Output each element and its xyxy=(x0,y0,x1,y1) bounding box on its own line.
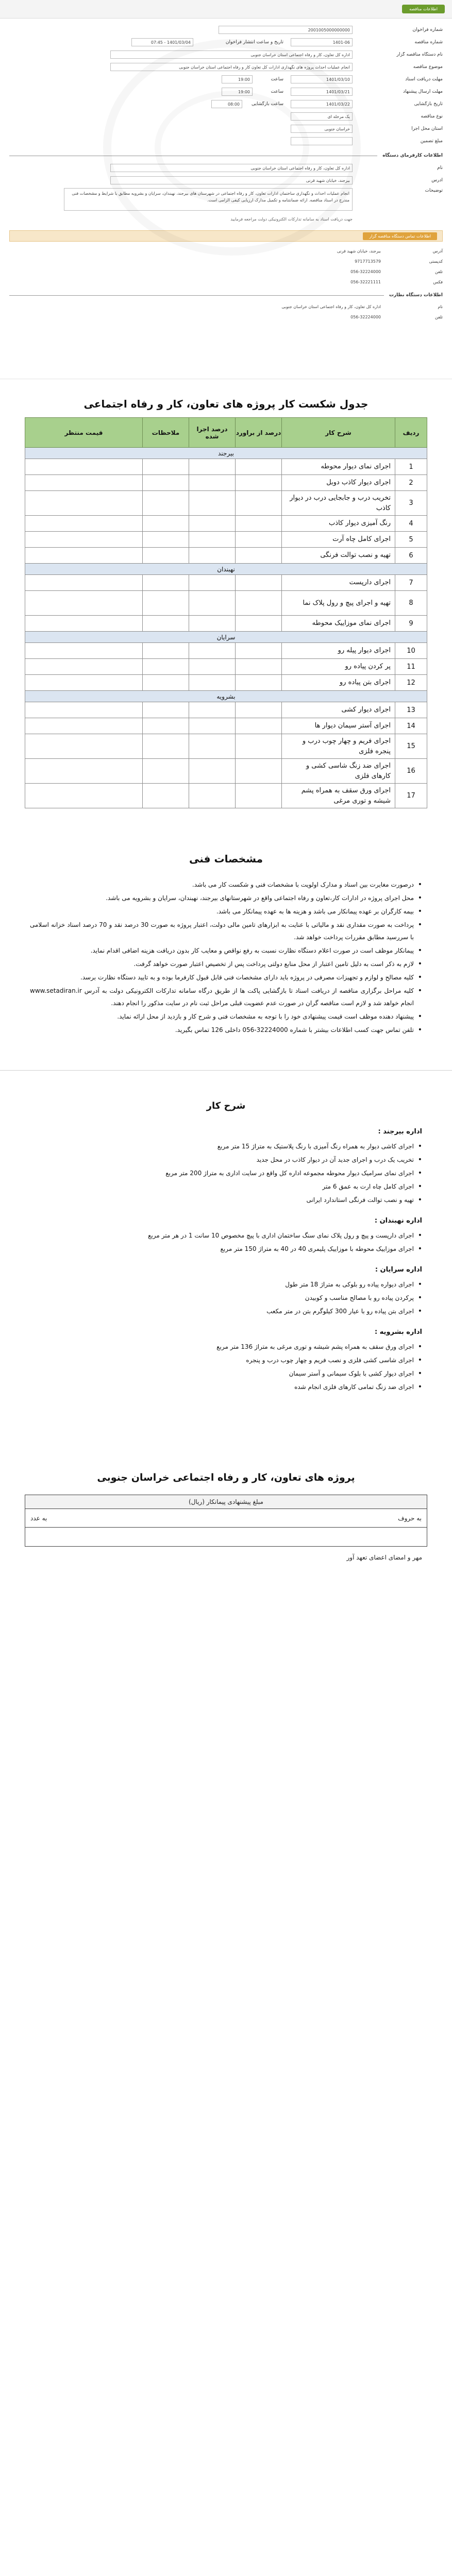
col-header: شرح کار xyxy=(282,418,395,448)
scope-item: • پرکردن پیاده رو با مصالح مناسب و کوبیدن xyxy=(30,1292,422,1303)
table-row xyxy=(25,516,427,532)
empty-cell[interactable] xyxy=(189,591,236,616)
spec-item: • کلیه مراحل برگزاری مناقصه از دریافت اسناد تا بازگشایی پاکت ها از طریق درگاه سامانه تدارکات الکترونیکی دولت به آدرس www.setadiran.ir انجام خواهد شد و لازم است مناقصه گران در صورت عدم عضویت قبلی مراحل ثبت نام در سایت مذکور را انجام دهند. xyxy=(30,985,422,1009)
organization-field[interactable]: اداره کل تعاون، کار و رفاه اجتماعی استان خراسان جنوبی xyxy=(110,50,353,59)
bid-header: مبلغ پیشنهادی پیمانکار (ریال) xyxy=(25,1495,427,1509)
specs-list xyxy=(30,878,422,1036)
empty-cell[interactable] xyxy=(25,759,143,784)
empty-cell[interactable] xyxy=(143,616,189,632)
table-row xyxy=(25,491,427,516)
empty-cell[interactable] xyxy=(189,459,236,475)
contact-line: فکس 056-32221111 xyxy=(350,279,443,284)
table-row xyxy=(25,675,427,691)
row-number: 2 xyxy=(395,475,427,491)
announcement-number-field[interactable]: 2001005000000000 xyxy=(219,26,353,34)
empty-cell[interactable] xyxy=(236,702,282,718)
empty-cell[interactable] xyxy=(236,475,282,491)
spec-item: • لازم به ذکر است به دلیل تامین اعتبار از محل منابع دولتی پرداخت پس از تخصیص اعتبار صورت خواهد گرفت. xyxy=(30,958,422,970)
form-row: موضوع مناقصه انجام عملیات احداث پروژه های نگهداری ادارات کل تعاون کار و رفاه اجتماعی استان خراسان جنوبی xyxy=(9,61,443,73)
spec-item: • محل اجرای پروژه در ادارات کار،تعاون و رفاه اجتماعی واقع در شهرستانهای بیرجند، نهبندان، سرایان و بشرویه می باشد. xyxy=(30,892,422,904)
scope-item: • اجرای کاشی دیوار به همراه رنگ آمیزی با رنگ پلاستیک به متراژ 15 متر مربع xyxy=(30,1141,422,1152)
form-row: مبلغ تضمین xyxy=(9,135,443,147)
note-row xyxy=(9,213,443,225)
empty-cell[interactable] xyxy=(25,643,143,659)
work-breakdown-table xyxy=(25,417,427,808)
form-row: شماره مناقصه 1401-06 تاریخ و ساعت انتشار فراخوان 1401/03/04 - 07:45 xyxy=(9,36,443,48)
scope-city-heading: اداره سرایان : xyxy=(375,1266,422,1274)
city-group-row xyxy=(25,632,427,643)
scope-title: شرح کار xyxy=(206,1100,246,1111)
supervisor-section-header: اطلاعات دستگاه نظارت xyxy=(9,291,443,299)
empty-cell[interactable] xyxy=(143,718,189,734)
scope-city-heading: اداره نهبندان : xyxy=(374,1217,422,1225)
empty-cell[interactable] xyxy=(189,718,236,734)
empty-cell[interactable] xyxy=(143,548,189,564)
scope-item: • تخریب یک درب و اجرای جدید آن در دیوار کاذب در محل جدید xyxy=(30,1154,422,1165)
scope-list xyxy=(30,1141,422,1206)
empty-cell[interactable] xyxy=(189,734,236,759)
stamp-signature-line: مهر و امضای اعضای تعهد آور xyxy=(346,1554,422,1561)
row-number: 1 xyxy=(395,459,427,475)
work-description: رنگ آمیزی دیوار کاذب xyxy=(282,516,395,532)
empty-cell[interactable] xyxy=(189,516,236,532)
work-description: پر کردن پیاده رو xyxy=(282,659,395,675)
empty-cell[interactable] xyxy=(236,548,282,564)
empty-cell[interactable] xyxy=(25,784,143,808)
table-row xyxy=(25,718,427,734)
table-row xyxy=(25,659,427,675)
empty-cell[interactable] xyxy=(143,459,189,475)
empty-cell[interactable] xyxy=(143,734,189,759)
empty-cell[interactable] xyxy=(236,734,282,759)
work-description: اجرای آستر سیمان دیوار ها xyxy=(282,718,395,734)
guarantee-amount-field[interactable] xyxy=(291,137,353,145)
submit-deadline-date-field[interactable]: 1401/03/21 xyxy=(291,88,353,96)
row-number: 11 xyxy=(395,659,427,675)
empty-cell[interactable] xyxy=(25,718,143,734)
table-row xyxy=(25,575,427,591)
scope-item: • اجرای موزاییک محوطه با موزاییک پلیمری 40 در 40 به متراژ 150 متر مربع xyxy=(30,1243,422,1255)
table-row xyxy=(25,759,427,784)
empty-cell[interactable] xyxy=(25,675,143,691)
row-number: 17 xyxy=(395,784,427,808)
empty-cell[interactable] xyxy=(143,575,189,591)
empty-cell[interactable] xyxy=(236,675,282,691)
empty-cell[interactable] xyxy=(189,759,236,784)
scope-item: • اجرای بتن پیاده رو با عیار 300 کیلوگرم بتن در متر مکعب xyxy=(30,1306,422,1317)
contact-strip: اطلاعات تماس دستگاه مناقصه گزار xyxy=(9,230,443,242)
description-row: توضیحات انجام عملیات احداث و نگهداری ساختمان ادارات تعاون، کار و رفاه اجتماعی در شهرستان های بیرجند، نهبندان، سرایان و بشرویه مطابق با شرایط و مشخصات فنی مندرج در اسناد مناقصه. ارائه ضمانتنامه و تکمیل مدارک ارزیابی کیفی الزامی است. xyxy=(9,188,443,211)
empty-cell[interactable] xyxy=(25,659,143,675)
contact-line: تلفن 056-32224000 xyxy=(350,269,443,274)
scope-item: • اجرای کامل چاه ارت به عمق 6 متر xyxy=(30,1181,422,1192)
row-number: 13 xyxy=(395,702,427,718)
empty-cell[interactable] xyxy=(236,784,282,808)
spec-item: • پرداخت به صورت مقداری نقد و مالیاتی با عنایت به ابزارهای تامین مالی دولت، اعتبار پروژه به صورت 30 درصد نقد و 70 درصد اسناد خزانه اسلامی با سررسید مطابق مقررات پرداخت خواهد شد. xyxy=(30,919,422,943)
city-name: بشرویه xyxy=(25,691,427,702)
employer-address-field[interactable]: بیرجند، خیابان شهید قرنی xyxy=(110,176,353,184)
supervisor-list xyxy=(9,301,443,322)
scope-city-heading: اداره بیرجند : xyxy=(378,1128,422,1136)
row-number: 12 xyxy=(395,675,427,691)
scope-item: • اجرای ضد زنگ تمامی کارهای فلزی انجام شده xyxy=(30,1381,422,1393)
empty-cell[interactable] xyxy=(189,702,236,718)
city-name: بیرجند xyxy=(25,448,427,459)
work-description: اجرای دیوار کشی xyxy=(282,702,395,718)
row-number: 8 xyxy=(395,591,427,616)
empty-cell[interactable] xyxy=(143,491,189,516)
spec-item: • بیمه کارگران بر عهده پیمانکار می باشد و هزینه ها به عهده پیمانکار می باشد. xyxy=(30,905,422,918)
empty-cell[interactable] xyxy=(25,616,143,632)
tender-info-form xyxy=(0,19,452,379)
city-group-row xyxy=(25,448,427,459)
empty-cell[interactable] xyxy=(236,659,282,675)
publish-date-field[interactable]: 1401/03/04 - 07:45 xyxy=(131,38,193,46)
subject-field[interactable]: انجام عملیات احداث پروژه های نگهداری ادارات کل تعاون کار و رفاه اجتماعی استان خراسان جنوبی xyxy=(110,63,353,71)
bid-form xyxy=(25,1495,427,1547)
empty-cell[interactable] xyxy=(25,734,143,759)
work-description: اجرای کامل چاه آرت xyxy=(282,532,395,548)
scope-list xyxy=(30,1341,422,1393)
empty-cell[interactable] xyxy=(143,702,189,718)
contact-line: نام اداره کل تعاون، کار و رفاه اجتماعی استان خراسان جنوبی xyxy=(281,304,443,309)
empty-cell[interactable] xyxy=(189,491,236,516)
empty-cell[interactable] xyxy=(25,475,143,491)
work-description: اجرای نمای دیوار محوطه xyxy=(282,459,395,475)
note-text: جهت دریافت اسناد به سامانه تدارکات الکترونیکی دولت مراجعه فرمایید xyxy=(230,216,353,222)
doc-deadline-date-field[interactable]: 1401/03/10 xyxy=(291,75,353,83)
scope-item: • تهیه و نصب توالت فرنگی استاندارد ایرانی xyxy=(30,1194,422,1206)
table-row xyxy=(25,475,427,491)
empty-cell[interactable] xyxy=(236,491,282,516)
empty-cell[interactable] xyxy=(25,516,143,532)
table-row xyxy=(25,548,427,564)
empty-cell[interactable] xyxy=(189,659,236,675)
scope-city-heading: اداره بشرویه : xyxy=(374,1328,422,1336)
spec-item: • تلفن تماس جهت کسب اطلاعات بیشتر با شماره 32224000-056 داخلی 126 تماس بگیرید. xyxy=(30,1024,422,1036)
work-description: تخریب درب و جابجایی درب در دیوار کاذب xyxy=(282,491,395,516)
city-name: نهبندان xyxy=(25,564,427,575)
empty-cell[interactable] xyxy=(143,532,189,548)
table-row xyxy=(25,616,427,632)
scope-item: • اجرای دیواره پیاده رو بلوکی به متراژ 18 متر طول xyxy=(30,1279,422,1290)
empty-cell[interactable] xyxy=(25,459,143,475)
employer-name-field[interactable]: اداره کل تعاون، کار و رفاه اجتماعی استان خراسان جنوبی xyxy=(110,164,353,172)
form-row: آدرس بیرجند، خیابان شهید قرنی xyxy=(9,174,443,187)
empty-cell[interactable] xyxy=(236,516,282,532)
opening-date-field[interactable]: 1401/03/22 xyxy=(291,100,353,108)
scope-item: • اجرای دارپست و پیچ و رول پلاک نمای سنگ ساختمان اداری با پیچ مخصوص 10 سانت 1 در هر متر مربع xyxy=(30,1230,422,1241)
doc-deadline-time-field[interactable]: 19:00 xyxy=(222,75,253,83)
empty-cell[interactable] xyxy=(189,675,236,691)
form-row: نام دستگاه مناقصه گزار اداره کل تعاون، کار و رفاه اجتماعی استان خراسان جنوبی xyxy=(9,48,443,61)
scope-item: • اجرای شاسی کشی فلزی و نصب فریم و چهار چوب درب و پنجره xyxy=(30,1354,422,1366)
tender-number-field[interactable]: 1401-06 xyxy=(291,38,353,46)
empty-cell[interactable] xyxy=(25,591,143,616)
work-description: اجرای ضد زنگ شاسی کشی و کارهای فلزی xyxy=(282,759,395,784)
work-description: اجرای نمای موزاییک محوطه xyxy=(282,616,395,632)
submit-deadline-time-field[interactable]: 19:00 xyxy=(222,88,253,96)
work-description: اجرای بتن پیاده رو xyxy=(282,675,395,691)
spec-item: • پیشنهاد دهنده موظف است قیمت پیشنهادی خود را با توجه به مشخصات فنی و شرح کار و بازدید از محل ارائه نماید. xyxy=(30,1010,422,1023)
city-group-row xyxy=(25,564,427,575)
province-select[interactable]: خراسان جنوبی xyxy=(291,125,353,133)
scope-of-work xyxy=(0,1100,452,1393)
work-description: اجرای فریم و چهار چوب درب و پنجره فلزی xyxy=(282,734,395,759)
empty-cell[interactable] xyxy=(25,548,143,564)
bid-form-title: پروژه های تعاون، کار و رفاه اجتماعی خراسان جنوبی xyxy=(97,1472,355,1483)
empty-cell[interactable] xyxy=(143,475,189,491)
work-description: اجرای ورق سقف به همراه پشم شیشه و توری مرغی xyxy=(282,784,395,808)
contact-line: آدرس بیرجند، خیابان شهید قرنی xyxy=(337,248,443,253)
table-row xyxy=(25,591,427,616)
bid-row-blank[interactable] xyxy=(25,1528,427,1546)
work-description: تهیه و نصب توالت فرنگی xyxy=(282,548,395,564)
empty-cell[interactable] xyxy=(236,616,282,632)
description-field[interactable]: انجام عملیات احداث و نگهداری ساختمان ادارات تعاون، کار و رفاه اجتماعی در شهرستان های بیرجند، نهبندان، سرایان و بشرویه مطابق با شرایط و مشخصات فنی مندرج در اسناد مناقصه. ارائه ضمانتنامه و تکمیل مدارک ارزیابی کیفی الزامی است. xyxy=(64,188,353,211)
empty-cell[interactable] xyxy=(189,575,236,591)
form-row: نوع مناقصه یک مرحله ای xyxy=(9,110,443,123)
table-row xyxy=(25,643,427,659)
empty-cell[interactable] xyxy=(189,475,236,491)
info-tab[interactable]: اطلاعات مناقصه xyxy=(402,5,445,13)
empty-cell[interactable] xyxy=(189,548,236,564)
row-number: 6 xyxy=(395,548,427,564)
scope-list xyxy=(30,1230,422,1255)
row-number: 5 xyxy=(395,532,427,548)
scope-item: • اجرای نمای سرامیک دیوار محوطه مجموعه اداره کل واقع در سایت اداری به متراژ 200 متر مربع xyxy=(30,1167,422,1179)
empty-cell[interactable] xyxy=(236,575,282,591)
opening-time-field[interactable]: 08:00 xyxy=(211,100,242,108)
spec-item: • کلیه مصالح و لوازم و تجهیزات مصرفی در پروژه باید دارای مشخصات فنی قابل قبول کارفرما بوده و به تایید دستگاه نظارت برسد. xyxy=(30,971,422,984)
work-description: اجرای دیوار کاذب دوبل xyxy=(282,475,395,491)
tender-type-select[interactable]: یک مرحله ای xyxy=(291,112,353,121)
row-number: 16 xyxy=(395,759,427,784)
empty-cell[interactable] xyxy=(236,459,282,475)
empty-cell[interactable] xyxy=(236,718,282,734)
empty-cell[interactable] xyxy=(189,532,236,548)
empty-cell[interactable] xyxy=(189,784,236,808)
city-name: سرایان xyxy=(25,632,427,643)
empty-cell[interactable] xyxy=(143,675,189,691)
row-number: 9 xyxy=(395,616,427,632)
col-header: ملاحظات xyxy=(143,418,189,448)
col-header: درصد از براورد xyxy=(236,418,282,448)
table-row xyxy=(25,459,427,475)
scope-item: • اجرای ورق سقف به همراه پشم شیشه و توری مرغی به متراژ 136 متر مربع xyxy=(30,1341,422,1352)
empty-cell[interactable] xyxy=(25,702,143,718)
empty-cell[interactable] xyxy=(25,491,143,516)
table-row xyxy=(25,702,427,718)
col-header: ردیف xyxy=(395,418,427,448)
row-number: 15 xyxy=(395,734,427,759)
empty-cell[interactable] xyxy=(143,643,189,659)
scope-list xyxy=(30,1279,422,1317)
form-row: شماره فراخوان 2001005000000000 xyxy=(9,24,443,36)
empty-cell[interactable] xyxy=(143,591,189,616)
row-number: 4 xyxy=(395,516,427,532)
top-bar xyxy=(0,0,452,19)
form-row: تاریخ بازگشایی 1401/03/22 ساعت بازگشایی 08:00 xyxy=(9,98,443,110)
table-row xyxy=(25,784,427,808)
row-number: 14 xyxy=(395,718,427,734)
form-row: استان محل اجرا خراسان جنوبی xyxy=(9,123,443,135)
row-number: 7 xyxy=(395,575,427,591)
form-row: نام اداره کل تعاون، کار و رفاه اجتماعی استان خراسان جنوبی xyxy=(9,162,443,174)
empty-cell[interactable] xyxy=(143,784,189,808)
empty-cell[interactable] xyxy=(236,532,282,548)
empty-cell[interactable] xyxy=(189,616,236,632)
spec-item: • پیمانکار موظف است در صورت اعلام دستگاه نظارت نسبت به رفع نواقص و معایب کار بدون دریافت هزینه اضافی اقدام نماید. xyxy=(30,944,422,957)
col-header: درصد اجرا شده xyxy=(189,418,236,448)
work-description: اجرای دیوار پیله رو xyxy=(282,643,395,659)
empty-cell[interactable] xyxy=(236,759,282,784)
row-number: 10 xyxy=(395,643,427,659)
table-row xyxy=(25,734,427,759)
empty-cell[interactable] xyxy=(143,759,189,784)
empty-cell[interactable] xyxy=(143,659,189,675)
spec-item: • درصورت مغایرت بین اسناد و مدارک اولویت با مشخصات فنی و شکست کار می باشد. xyxy=(30,878,422,891)
contact-line: کدپستی 9717713579 xyxy=(355,259,443,264)
row-number: 3 xyxy=(395,491,427,516)
specs-title: مشخصات فنی xyxy=(189,853,263,865)
scope-item: • اجرای دیوار کشی با بلوک سیمانی و آستر سیمان xyxy=(30,1368,422,1379)
form-row: مهلت ارسال پیشنهاد 1401/03/21 ساعت 19:00 xyxy=(9,86,443,98)
empty-cell[interactable] xyxy=(236,643,282,659)
breakdown-title: جدول شکست کار پروژه های تعاون، کار و رفاه اجتماعی xyxy=(83,398,369,410)
empty-cell[interactable] xyxy=(25,575,143,591)
empty-cell[interactable] xyxy=(189,643,236,659)
bid-words-label: به حروف xyxy=(398,1514,422,1522)
contact-list xyxy=(9,246,443,287)
empty-cell[interactable] xyxy=(236,591,282,616)
form-row: مهلت دریافت اسناد 1401/03/10 ساعت 19:00 xyxy=(9,73,443,86)
empty-cell[interactable] xyxy=(25,532,143,548)
technical-specs xyxy=(0,853,452,1036)
city-group-row xyxy=(25,691,427,702)
empty-cell[interactable] xyxy=(143,516,189,532)
bid-numeric-label: به عدد xyxy=(30,1514,47,1522)
col-header: قیمت منتظر xyxy=(25,418,143,448)
work-description: اجرای دارپست xyxy=(282,575,395,591)
employer-section-header: اطلاعات کارفرمای دستگاه xyxy=(9,151,443,160)
bid-row xyxy=(25,1509,427,1528)
table-row xyxy=(25,532,427,548)
work-description: تهیه و اجرای پیچ و رول پلاک نما xyxy=(282,591,395,616)
contact-line: تلفن 056-32224000 xyxy=(350,314,443,319)
